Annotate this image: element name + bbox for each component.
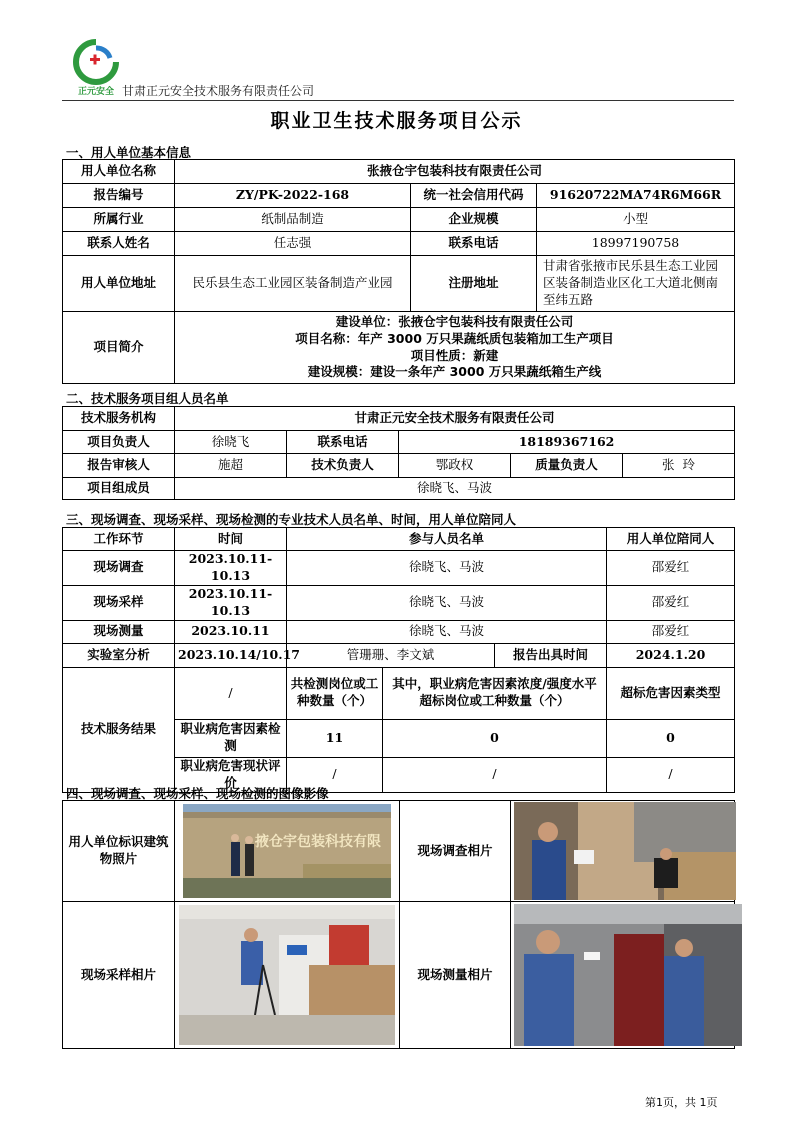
photo4-cell [511,902,735,1049]
people-cell: 徐晓飞、马波 [287,585,607,620]
sign-text: 掖仓宇包装科技有限 [255,834,381,850]
scale-label: 企业规模 [411,208,537,232]
members-label: 项目组成员 [63,478,175,500]
time-cell: 2023.10.11-10.13 [175,585,287,620]
col-people-header: 参与人员名单 [287,528,607,551]
page-header [62,38,742,100]
section-1-title: 一、用人单位基本信息 [66,145,192,160]
result-col1: 共检测岗位或工种数量（个） [287,667,383,719]
photo1-label: 用人单位标识建筑物照片 [63,801,175,902]
table-row [63,585,735,620]
people-cell: 徐晓飞、马波 [287,551,607,586]
logo-text: 正元安全 [77,87,114,97]
photo4-label: 现场测量相片 [400,902,511,1049]
address-label: 用人单位地址 [63,256,175,312]
tech-value: 鄂政权 [399,454,511,478]
photos-table [62,800,735,1049]
photo1-cell [175,801,400,902]
building-photo [183,804,391,898]
leader-value: 徐晓飞 [175,431,287,454]
result-slash: / [175,667,287,719]
sampling-photo [179,905,395,1045]
lab-people-cell: 管珊珊、李文斌 [287,643,495,667]
quality-label: 质量负责人 [511,454,623,478]
stage-cell: 现场调查 [63,551,175,586]
result-label: 技术服务结果 [63,667,175,792]
report-time-value: 2024.1.20 [607,643,735,667]
photo3-cell [175,902,400,1049]
credit-code-label: 统一社会信用代码 [411,184,537,208]
result-col2: 其中，职业病危害因素浓度/强度水平超标岗位或工种数量（个） [383,667,607,719]
intro-line: 项目性质：新建 [410,347,499,363]
phone-value: 18997190758 [537,232,735,256]
detect-v3: 0 [607,719,735,757]
table-row [63,620,735,643]
members-value: 徐晓飞、马波 [175,478,735,500]
people-cell: 徐晓飞、马波 [287,620,607,643]
lab-time-cell: 2023.10.14/10.17 [175,643,287,667]
eval-v3: / [607,757,735,792]
report-no-label: 报告编号 [63,184,175,208]
intro-line: 项目名称：年产 3000 万只果蔬纸质包装箱加工生产项目 [295,330,614,346]
industry-label: 所属行业 [63,208,175,232]
org-value: 甘肃正元安全技术服务有限责任公司 [175,407,735,431]
stage-cell: 现场测量 [63,620,175,643]
eval-v2: / [383,757,607,792]
detect-label: 职业病危害因素检测 [175,719,287,757]
field-work-table [62,527,735,793]
eval-v1: / [287,757,383,792]
contact-label: 联系人姓名 [63,232,175,256]
page-number: 第1页，共 1页 [645,1096,718,1109]
basic-info-table [62,159,735,384]
employer-label: 用人单位名称 [63,160,175,184]
stage-cell: 现场采样 [63,585,175,620]
table-row [63,643,735,667]
quality-value: 张 玲 [623,454,735,478]
detect-v1: 11 [287,719,383,757]
intro-line: 建设单位：张掖仓宇包装科技有限责任公司 [335,313,574,329]
section-3-title: 三、现场调查、现场采样、现场检测的专业技术人员名单、时间，用人单位陪同人 [66,512,517,527]
contact-value: 任志强 [175,232,411,256]
phone-label: 联系电话 [411,232,537,256]
report-no-value: ZY/PK-2022-168 [175,184,411,208]
report-time-label: 报告出具时间 [495,643,607,667]
address-value: 民乐县生态工业园区装备制造产业园 [175,256,411,312]
leader-label: 项目负责人 [63,431,175,454]
tech-label: 技术负责人 [287,454,399,478]
team-table [62,406,735,500]
reviewer-label: 报告审核人 [63,454,175,478]
escort-cell: 邵爱红 [607,620,735,643]
employer-value: 张掖仓宇包装科技有限责任公司 [175,160,735,184]
lab-stage-cell: 实验室分析 [63,643,175,667]
col-time-header: 时间 [175,528,287,551]
leader-phone-value: 18189367162 [399,431,735,454]
reg-address-label: 注册地址 [411,256,537,312]
org-label: 技术服务机构 [63,407,175,431]
industry-value: 纸制品制造 [175,208,411,232]
intro-line: 建设规模：建设一条年产 3000 万只果蔬纸箱生产线 [307,364,602,380]
eval-label: 职业病危害现状评价 [175,757,287,792]
leader-phone-label: 联系电话 [287,431,399,454]
page-title: 职业卫生技术服务项目公示 [270,110,523,132]
escort-cell: 邵爱红 [607,551,735,586]
measurement-photo [514,904,742,1046]
photo3-label: 现场采样相片 [63,902,175,1049]
credit-code-value: 91620722MA74R6M66R [537,184,735,208]
col-escort-header: 用人单位陪同人 [607,528,735,551]
table-row [63,551,735,586]
reg-address-value: 甘肃省张掖市民乐县生态工业园区装备制造业区化工大道北侧南至纬五路 [537,256,735,312]
section-4-title: 四、现场调查、现场采样、现场检测的图像影像 [66,786,329,801]
intro-content [175,312,735,384]
reviewer-value: 施超 [175,454,287,478]
header-divider [62,100,734,101]
scale-value: 小型 [537,208,735,232]
col-stage-header: 工作环节 [63,528,175,551]
header-company-name: 甘肃正元安全技术服务有限责任公司 [122,84,315,98]
photo2-label: 现场调查相片 [400,801,511,902]
detect-v2: 0 [383,719,607,757]
section-2-title: 二、技术服务项目组人员名单 [66,391,229,406]
photo2-cell [511,801,735,902]
result-col3: 超标危害因素类型 [607,667,735,719]
time-cell: 2023.10.11-10.13 [175,551,287,586]
survey-photo [514,802,736,900]
time-cell: 2023.10.11 [175,620,287,643]
escort-cell: 邵爱红 [607,585,735,620]
intro-label: 项目简介 [63,312,175,384]
